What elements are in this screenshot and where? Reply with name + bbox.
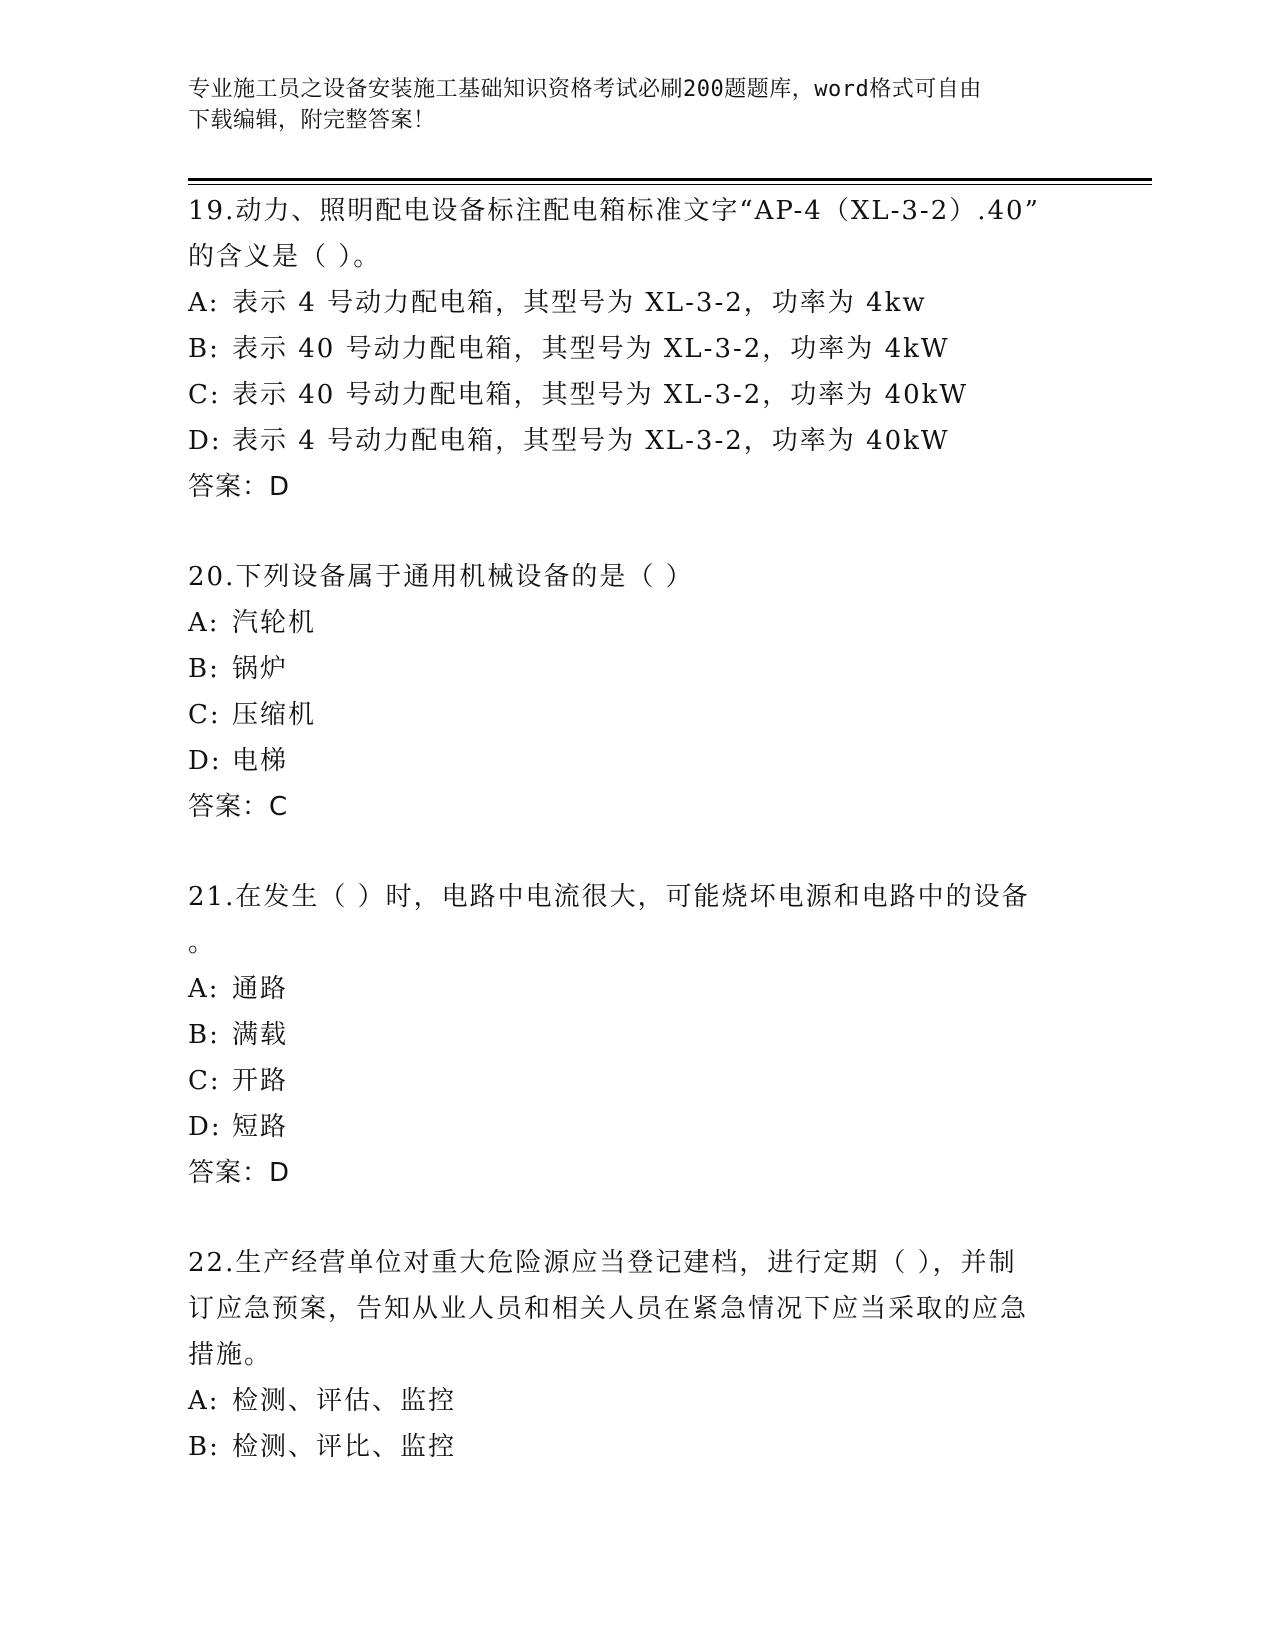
option-text: 电梯 bbox=[232, 746, 289, 776]
option-letter: B: bbox=[188, 334, 220, 364]
option-c bbox=[188, 1058, 1088, 1104]
option-text: 检测、评估、监控 bbox=[232, 1386, 457, 1416]
option-b bbox=[188, 646, 1088, 692]
option-b bbox=[188, 1424, 1088, 1470]
question-stem: 的含义是（ ）。 bbox=[188, 242, 382, 272]
option-c bbox=[188, 692, 1088, 738]
spacer bbox=[188, 510, 1088, 554]
question-21 bbox=[188, 874, 1088, 1196]
spacer bbox=[188, 830, 1088, 874]
question-19 bbox=[188, 188, 1088, 510]
option-letter: D: bbox=[188, 426, 222, 456]
question-20 bbox=[188, 554, 1088, 830]
question-stem: 19.动力、照明配电设备标注配电箱标准文字“AP-4（XL-3-2）.40” bbox=[188, 196, 1040, 226]
option-text: 满载 bbox=[232, 1020, 289, 1050]
option-text: 检测、评比、监控 bbox=[232, 1432, 457, 1462]
answer: 答案：D bbox=[188, 472, 291, 502]
header-line-2: 下载编辑，附完整答案！ bbox=[188, 108, 436, 133]
option-text: 短路 bbox=[232, 1112, 289, 1142]
header-line-1: 专业施工员之设备安装施工基础知识资格考试必刷200题题库，word格式可自由 bbox=[188, 77, 982, 102]
option-a bbox=[188, 280, 1088, 326]
option-text: 表示 4 号动力配电箱，其型号为 XL-3-2，功率为 4kw bbox=[232, 288, 927, 318]
option-text: 压缩机 bbox=[232, 700, 317, 730]
option-letter: A: bbox=[188, 288, 220, 318]
option-letter: B: bbox=[188, 1432, 220, 1462]
header-rule-thin bbox=[188, 184, 1152, 185]
option-d bbox=[188, 418, 1088, 464]
option-b bbox=[188, 1012, 1088, 1058]
option-b bbox=[188, 326, 1088, 372]
option-letter: B: bbox=[188, 1020, 220, 1050]
option-letter: D: bbox=[188, 746, 222, 776]
option-a bbox=[188, 1378, 1088, 1424]
option-text: 表示 40 号动力配电箱，其型号为 XL-3-2，功率为 4kW bbox=[232, 334, 950, 364]
option-letter: C: bbox=[188, 380, 221, 410]
answer: 答案：C bbox=[188, 792, 289, 822]
question-stem: 21.在发生（ ）时，电路中电流很大，可能烧坏电源和电路中的设备 bbox=[188, 882, 1030, 912]
spacer bbox=[188, 1196, 1088, 1240]
answer: 答案：D bbox=[188, 1158, 291, 1188]
question-stem: 22.生产经营单位对重大危险源应当登记建档，进行定期（ ），并制 bbox=[188, 1248, 1017, 1278]
option-letter: C: bbox=[188, 700, 221, 730]
question-stem: 订应急预案，告知从业人员和相关人员在紧急情况下应当采取的应急 bbox=[188, 1294, 1029, 1324]
option-c bbox=[188, 372, 1088, 418]
option-letter: C: bbox=[188, 1066, 221, 1096]
option-text: 通路 bbox=[232, 974, 289, 1004]
option-letter: B: bbox=[188, 654, 220, 684]
option-letter: A: bbox=[188, 1386, 220, 1416]
option-a bbox=[188, 966, 1088, 1012]
option-text: 表示 40 号动力配电箱，其型号为 XL-3-2，功率为 40kW bbox=[232, 380, 969, 410]
option-text: 汽轮机 bbox=[232, 608, 317, 638]
option-text: 开路 bbox=[232, 1066, 289, 1096]
option-a bbox=[188, 600, 1088, 646]
question-stem: 措施。 bbox=[188, 1340, 273, 1370]
document-header bbox=[188, 74, 1068, 136]
option-text: 锅炉 bbox=[232, 654, 289, 684]
option-d bbox=[188, 1104, 1088, 1150]
question-22 bbox=[188, 1240, 1088, 1470]
question-stem: 。 bbox=[188, 928, 217, 958]
option-letter: A: bbox=[188, 608, 220, 638]
question-list bbox=[188, 188, 1088, 1470]
option-letter: A: bbox=[188, 974, 220, 1004]
header-rule-thick bbox=[188, 178, 1152, 181]
option-d bbox=[188, 738, 1088, 784]
question-stem: 20.下列设备属于通用机械设备的是（ ） bbox=[188, 562, 694, 592]
option-letter: D: bbox=[188, 1112, 222, 1142]
option-text: 表示 4 号动力配电箱，其型号为 XL-3-2，功率为 40kW bbox=[232, 426, 950, 456]
